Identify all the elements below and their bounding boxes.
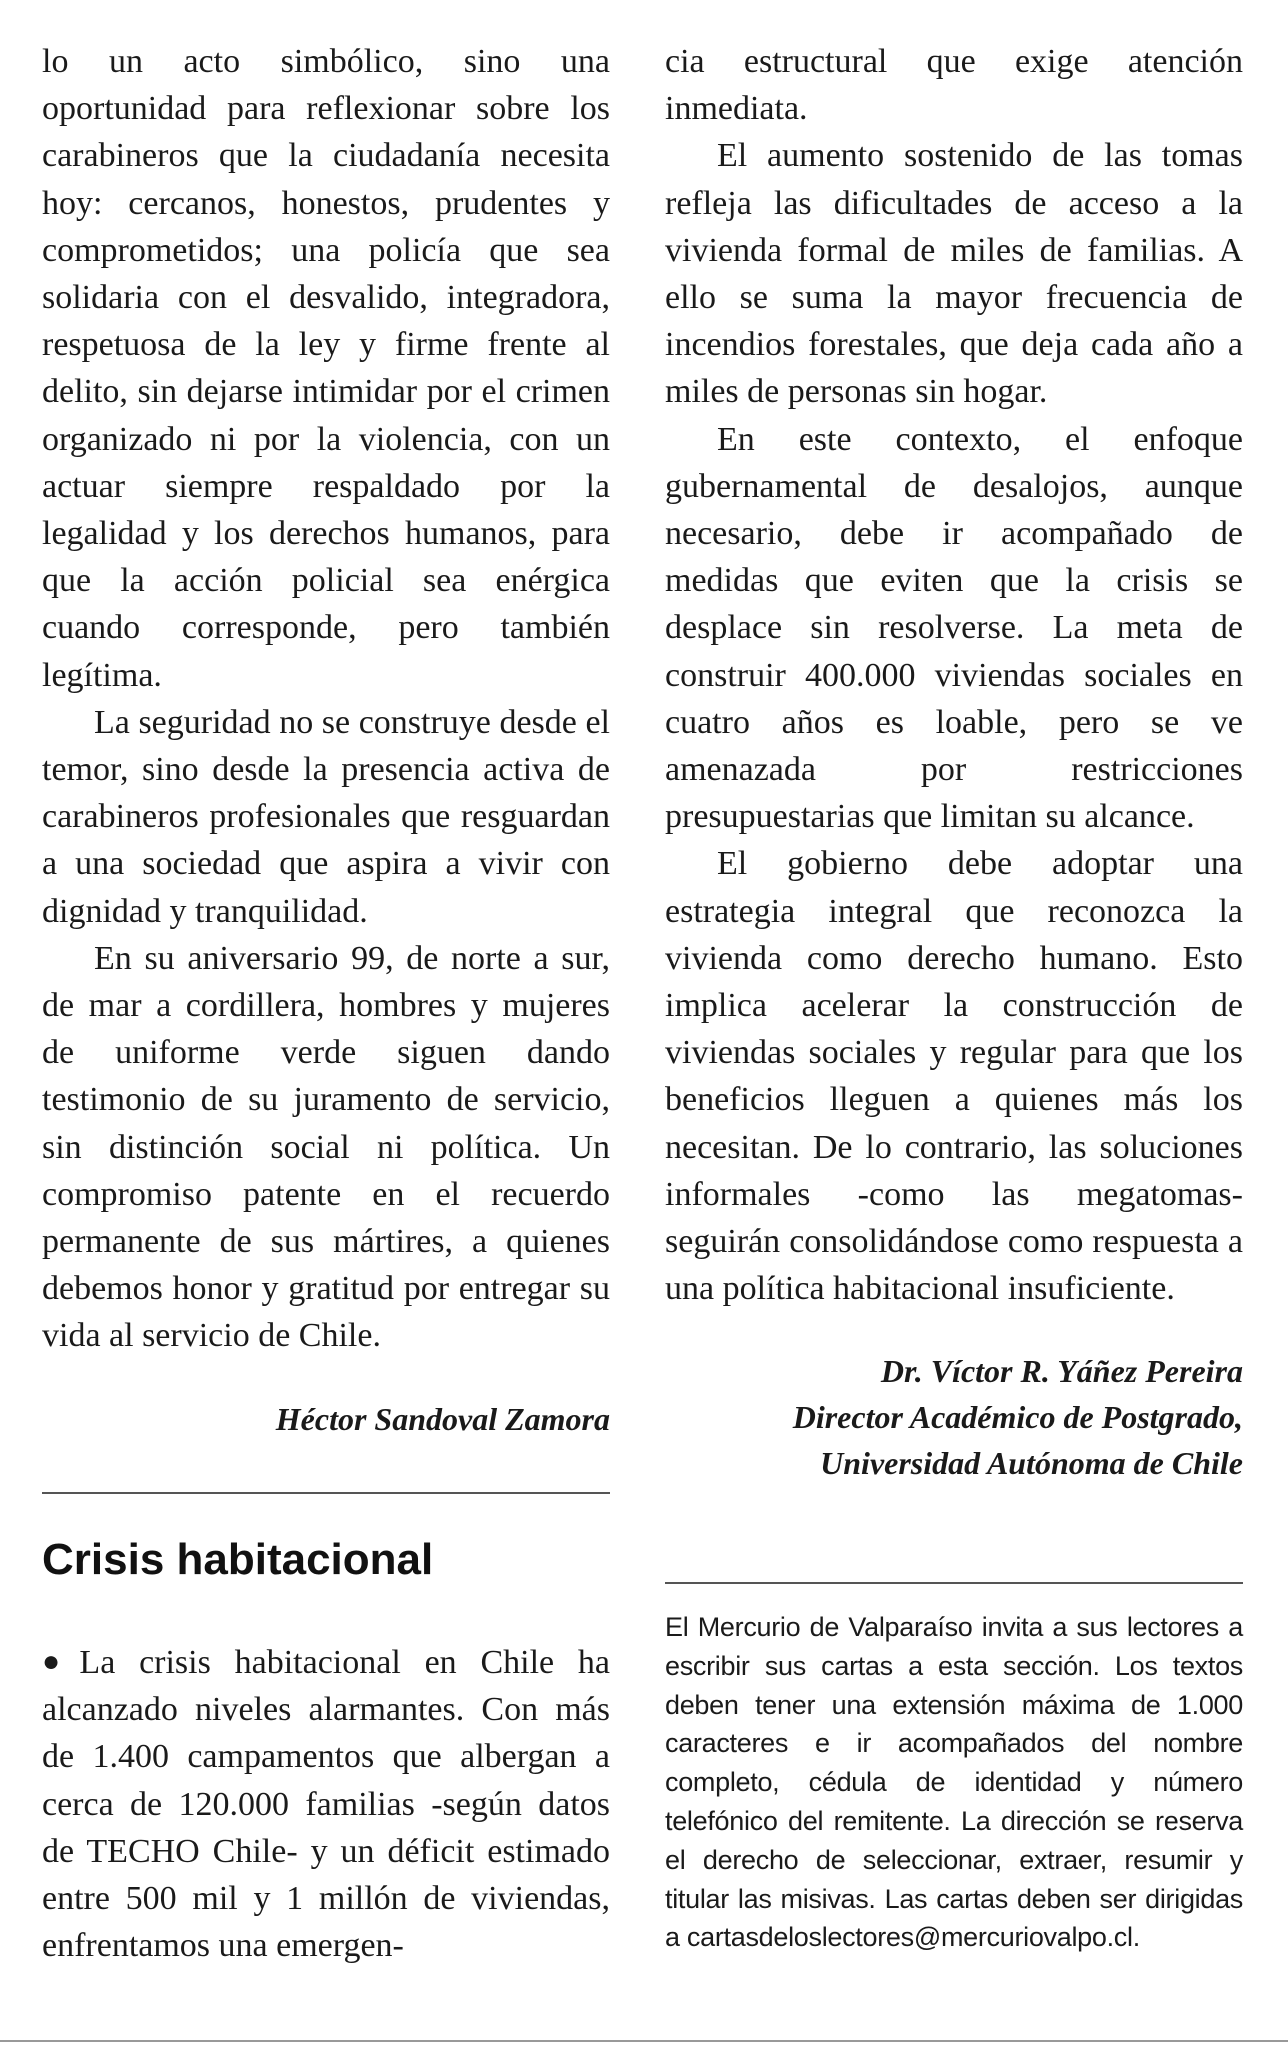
letter-paragraph-2: La seguridad no se construye desde el temor, sino desde la presencia activa de carabineros profesionales que resguardan a una sociedad que aspira a vivir con dignidad y tranquilidad. xyxy=(42,703,610,930)
crisis-paragraph-5: El gobierno debe adoptar una estrategia integral que reconozca la vivienda como derecho humano. Esto implica acelerar la construcción de viviendas sociales y regular para que los beneficios lleguen a quienes más los necesitan. De lo contrario, las soluciones informales -como las megatomas- seguirán consolidándose como respuesta a una política habitacional insuficiente. xyxy=(665,845,1243,1308)
letter-paragraph-1: lo un acto simbólico, sino una oportunidad para reflexionar sobre los carabineros que la ciudadanía necesita hoy: cercanos, honestos, prudentes y comprometidos; una policía que sea solidaria con el desvalido, integradora, respetuosa de la ley y firme frente al delito, sin dejarse intimidar por el crimen organizado ni por la violencia, con un actuar siempre respaldado por la legalidad y los derechos humanos, para que la acción policial sea enérgica cuando corresponde, pero también legítima. xyxy=(42,43,610,694)
reader-letters-info: El Mercurio de Valparaíso invita a sus lectores a escribir sus cartas a esta sección. Los textos deben tener una extensión máxima de 1.000 caracteres e ir acompañados del nombre completo, cédula de identidad y número telefónico del remitente. La dirección se reserva el derecho de seleccionar, extraer, resumir y titular las misivas. Las cartas deben ser dirigidas a cartasdeloslectores@mercuriovalpo.cl. xyxy=(665,1612,1243,1953)
signature-institution: Universidad Autónoma de Chile xyxy=(820,1445,1243,1482)
crisis-paragraph-2: cia estructural que exige atención inmediata. xyxy=(665,43,1243,128)
crisis-paragraph-4: En este contexto, el enfoque gubernamental de desalojos, aunque necesario, debe ir acompañado de medidas que eviten que la crisis se desplace sin resolverse. La meta de construir 400.000 viviendas sociales en cuatro años es loable, pero se ve amenazada por restricciones presupuestarias que limitan su alcance. xyxy=(665,420,1243,836)
signature-name: Dr. Víctor R. Yáñez Pereira xyxy=(880,1353,1243,1390)
left-column xyxy=(42,38,610,1442)
bullet-icon: ● xyxy=(42,1645,76,1678)
letter-paragraph-3: En su aniversario 99, de norte a sur, de mar a cordillera, hombres y mujeres de uniforme verde siguen dando testimonio de su juramento de servicio, sin distinción social ni política. Un compromiso patente en el recuerdo permanente de sus mártires, a quienes debemos honor y gratitud por entregar su vida al servicio de Chile. xyxy=(42,939,610,1355)
right-column xyxy=(665,38,1243,1486)
letter-signature-hector: Héctor Sandoval Zamora xyxy=(275,1400,610,1437)
right-divider xyxy=(665,1582,1243,1584)
crisis-paragraph-1-text: La crisis habitacional en Chile ha alcanzado niveles alarmantes. Con más de 1.400 campamentos que albergan a cerca de 120.000 familias -según datos de TECHO Chile- y un déficit estimado entre 500 mil y 1 millón de viviendas, enfrentamos una emergen- xyxy=(42,1644,610,1965)
bottom-divider xyxy=(0,2040,1288,2042)
left-divider xyxy=(42,1492,610,1494)
crisis-paragraph-1 xyxy=(42,1638,610,1969)
article-headline: Crisis habitacional xyxy=(42,1535,434,1584)
crisis-paragraph-3: El aumento sostenido de las tomas refleja las dificultades de acceso a la vivienda formal de miles de familias. A ello se suma la mayor frecuencia de incendios forestales, que deja cada año a miles de personas sin hogar. xyxy=(665,137,1243,411)
letter-signature-victor xyxy=(665,1348,1243,1486)
signature-role: Director Académico de Postgrado, xyxy=(792,1399,1243,1436)
